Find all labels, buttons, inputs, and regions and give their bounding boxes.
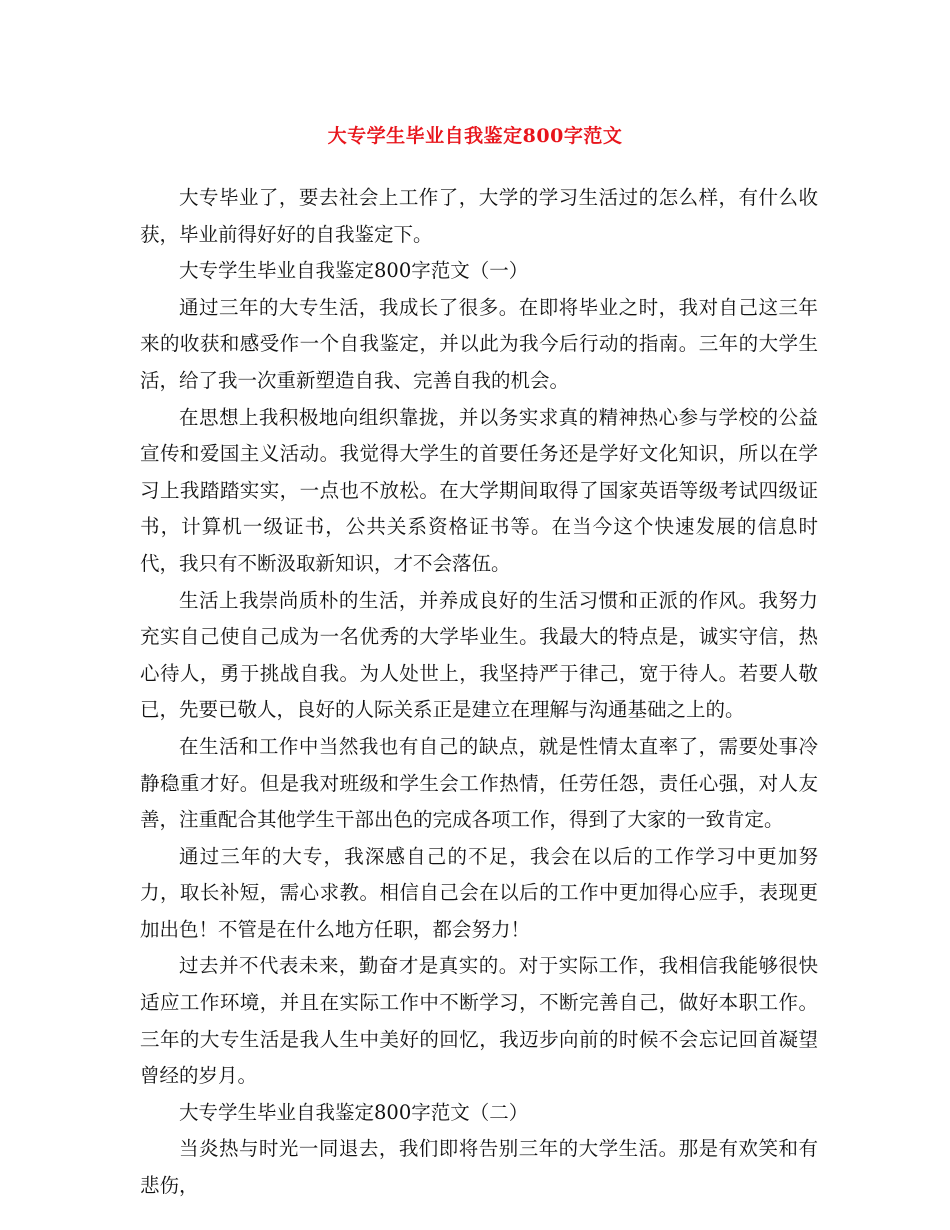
paragraph: 通过三年的大专，我深感自己的不足，我会在以后的工作学习中更加努力，取长补短，需心求教。相信自己会在以后的工作中更加得心应手，表现更加出色！不管是在什么地方任职，都会努力！: [140, 844, 818, 941]
paragraph: 生活上我崇尚质朴的生活，并养成良好的生活习惯和正派的作风。我努力充实自己使自己成为一名优秀的大学毕业生。我最大的特点是，诚实守信，热心待人，勇于挑战自我。为人处世上，我坚持严于律己，宽于待人。若要人敬已，先要已敬人，良好的人际关系正是建立在理解与沟通基础之上的。: [140, 588, 818, 722]
paragraph: 当炎热与时光一同退去，我们即将告别三年的大学生活。那是有欢笑和有悲伤，: [140, 1137, 818, 1198]
section-heading-1: 大专学生毕业自我鉴定800字范文（一）: [179, 259, 529, 283]
paragraph: 在思想上我积极地向组织靠拢，并以务实求真的精神热心参与学校的公益宣传和爱国主义活动。我觉得大学生的首要任务还是学好文化知识，所以在学习上我踏踏实实，一点也不放松。在大学期间取得了国家英语等级考试四级证书，计算机一级证书，公共关系资格证书等。在当今这个快速发展的信息时代，我只有不断汲取新知识，才不会落伍。: [140, 405, 818, 575]
section-heading-2: 大专学生毕业自我鉴定800字范文（二）: [179, 1100, 529, 1124]
paragraph: 通过三年的大专生活，我成长了很多。在即将毕业之时，我对自己这三年来的收获和感受作一个自我鉴定，并以此为我今后行动的指南。三年的大学生活，给了我一次重新塑造自我、完善自我的机会。: [140, 295, 818, 392]
paragraph: 过去并不代表未来，勤奋才是真实的。对于实际工作，我相信我能够很快适应工作环境，并且在实际工作中不断学习，不断完善自己，做好本职工作。三年的大专生活是我人生中美好的回忆，我迈步向前的时候不会忘记回首凝望曾经的岁月。: [140, 954, 818, 1088]
paragraph-intro: 大专毕业了，要去社会上工作了，大学的学习生活过的怎么样，有什么收获，毕业前得好好的自我鉴定下。: [140, 186, 818, 246]
document-title: 大专学生毕业自我鉴定800字范文: [327, 125, 623, 147]
paragraph: 在生活和工作中当然我也有自己的缺点，就是性情太直率了，需要处事冷静稳重才好。但是我对班级和学生会工作热情，任劳任怨，责任心强，对人友善，注重配合其他学生干部出色的完成各项工作，得到了大家的一致肯定。: [140, 734, 818, 832]
document-body: [140, 180, 818, 1205]
